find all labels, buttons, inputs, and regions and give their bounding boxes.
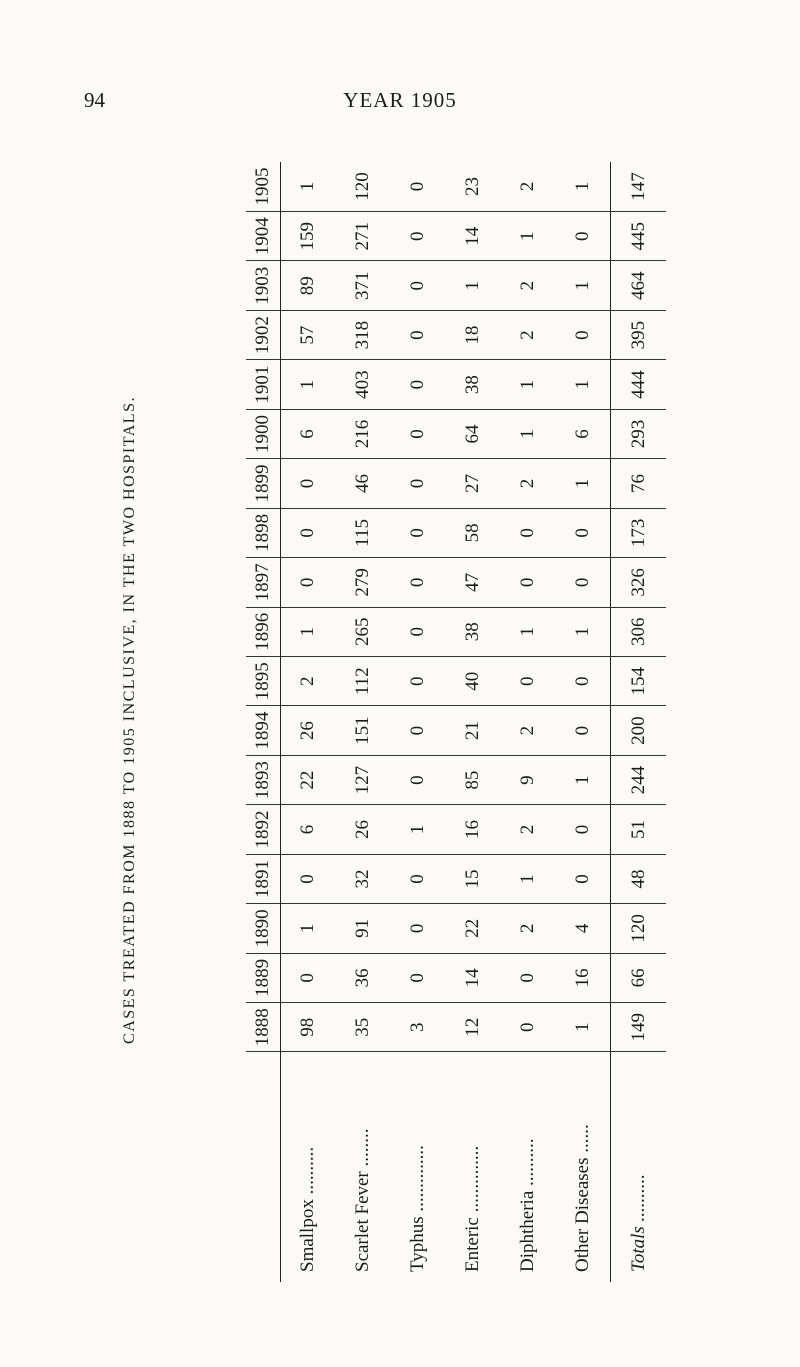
year-header: 1889 bbox=[246, 953, 281, 1002]
case-count-cell: 0 bbox=[281, 953, 336, 1002]
case-count-cell: 149 bbox=[611, 1003, 666, 1052]
year-header: 1888 bbox=[246, 1003, 281, 1052]
case-count-cell: 1 bbox=[555, 162, 610, 212]
year-header: 1892 bbox=[246, 805, 281, 854]
case-count-cell: 2 bbox=[500, 904, 555, 953]
case-count-cell: 1 bbox=[500, 607, 555, 656]
case-count-cell: 0 bbox=[500, 508, 555, 557]
case-count-cell: 91 bbox=[336, 904, 391, 953]
year-header: 1895 bbox=[246, 657, 281, 706]
case-count-cell: 14 bbox=[446, 212, 501, 261]
case-count-cell: 1 bbox=[281, 162, 336, 212]
year-header: 1904 bbox=[246, 212, 281, 261]
disease-row bbox=[446, 162, 501, 1282]
case-count-cell: 16 bbox=[446, 805, 501, 854]
case-count-cell: 0 bbox=[555, 212, 610, 261]
case-count-cell: 395 bbox=[611, 310, 666, 359]
case-count-cell: 1 bbox=[555, 755, 610, 804]
case-count-cell: 0 bbox=[500, 1003, 555, 1052]
case-count-cell: 47 bbox=[446, 558, 501, 607]
year-header: 1899 bbox=[246, 459, 281, 508]
case-count-cell: 14 bbox=[446, 953, 501, 1002]
case-count-cell: 51 bbox=[611, 805, 666, 854]
case-count-cell: 38 bbox=[446, 607, 501, 656]
year-header: 1894 bbox=[246, 706, 281, 755]
case-count-cell: 0 bbox=[281, 558, 336, 607]
case-count-cell: 115 bbox=[336, 508, 391, 557]
case-count-cell: 58 bbox=[446, 508, 501, 557]
case-count-cell: 1 bbox=[500, 212, 555, 261]
disease-row bbox=[555, 162, 610, 1282]
case-count-cell: 0 bbox=[555, 310, 610, 359]
case-count-cell: 0 bbox=[391, 409, 446, 458]
case-count-cell: 318 bbox=[336, 310, 391, 359]
case-count-cell: 2 bbox=[500, 459, 555, 508]
case-count-cell: 0 bbox=[281, 459, 336, 508]
row-label: Typhus .............. bbox=[407, 1145, 429, 1272]
case-count-cell: 0 bbox=[391, 310, 446, 359]
case-count-cell: 9 bbox=[500, 755, 555, 804]
year-header: 1901 bbox=[246, 360, 281, 409]
case-count-cell: 464 bbox=[611, 261, 666, 310]
case-count-cell: 445 bbox=[611, 212, 666, 261]
case-count-cell: 0 bbox=[500, 657, 555, 706]
case-count-cell: 0 bbox=[391, 212, 446, 261]
case-count-cell: 112 bbox=[336, 657, 391, 706]
case-count-cell: 21 bbox=[446, 706, 501, 755]
case-count-cell: 0 bbox=[555, 657, 610, 706]
case-count-cell: 1 bbox=[391, 805, 446, 854]
case-count-cell: 6 bbox=[281, 409, 336, 458]
running-head: YEAR 1905 bbox=[343, 88, 457, 112]
row-label: Other Diseases ...... bbox=[571, 1124, 593, 1272]
case-count-cell: 0 bbox=[391, 360, 446, 409]
disease-row bbox=[391, 162, 446, 1282]
case-count-cell: 173 bbox=[611, 508, 666, 557]
case-count-cell: 1 bbox=[281, 360, 336, 409]
case-count-cell: 306 bbox=[611, 607, 666, 656]
case-count-cell: 326 bbox=[611, 558, 666, 607]
cases-table-container bbox=[246, 162, 666, 1282]
case-count-cell: 271 bbox=[336, 212, 391, 261]
case-count-cell: 1 bbox=[500, 409, 555, 458]
case-count-cell: 66 bbox=[611, 953, 666, 1002]
case-count-cell: 22 bbox=[446, 904, 501, 953]
year-header: 1902 bbox=[246, 310, 281, 359]
case-count-cell: 3 bbox=[391, 1003, 446, 1052]
year-header: 1900 bbox=[246, 409, 281, 458]
case-count-cell: 64 bbox=[446, 409, 501, 458]
case-count-cell: 57 bbox=[281, 310, 336, 359]
case-count-cell: 0 bbox=[391, 508, 446, 557]
year-header: 1896 bbox=[246, 607, 281, 656]
totals-row bbox=[611, 162, 666, 1282]
case-count-cell: 36 bbox=[336, 953, 391, 1002]
case-count-cell: 151 bbox=[336, 706, 391, 755]
case-count-cell: 1 bbox=[555, 261, 610, 310]
case-count-cell: 1 bbox=[500, 854, 555, 903]
case-count-cell: 0 bbox=[391, 261, 446, 310]
case-count-cell: 154 bbox=[611, 657, 666, 706]
year-header: 1893 bbox=[246, 755, 281, 804]
case-count-cell: 244 bbox=[611, 755, 666, 804]
case-count-cell: 35 bbox=[336, 1003, 391, 1052]
case-count-cell: 0 bbox=[500, 558, 555, 607]
year-header: 1905 bbox=[246, 162, 281, 212]
case-count-cell: 15 bbox=[446, 854, 501, 903]
case-count-cell: 0 bbox=[500, 953, 555, 1002]
case-count-cell: 23 bbox=[446, 162, 501, 212]
case-count-cell: 0 bbox=[391, 607, 446, 656]
row-label: Scarlet Fever ........ bbox=[352, 1128, 374, 1272]
case-count-cell: 76 bbox=[611, 459, 666, 508]
page-number: 94 bbox=[84, 88, 105, 112]
case-count-cell: 216 bbox=[336, 409, 391, 458]
case-count-cell: 0 bbox=[391, 755, 446, 804]
year-header: 1903 bbox=[246, 261, 281, 310]
row-label: Diphtheria .......... bbox=[516, 1138, 538, 1272]
case-count-cell: 0 bbox=[391, 162, 446, 212]
case-count-cell: 265 bbox=[336, 607, 391, 656]
case-count-cell: 120 bbox=[611, 904, 666, 953]
case-count-cell: 85 bbox=[446, 755, 501, 804]
page-header bbox=[60, 88, 740, 122]
case-count-cell: 279 bbox=[336, 558, 391, 607]
case-count-cell: 98 bbox=[281, 1003, 336, 1052]
case-count-cell: 22 bbox=[281, 755, 336, 804]
case-count-cell: 2 bbox=[281, 657, 336, 706]
case-count-cell: 403 bbox=[336, 360, 391, 409]
case-count-cell: 2 bbox=[500, 706, 555, 755]
case-count-cell: 26 bbox=[281, 706, 336, 755]
case-count-cell: 2 bbox=[500, 261, 555, 310]
disease-row bbox=[500, 162, 555, 1282]
case-count-cell: 18 bbox=[446, 310, 501, 359]
case-count-cell: 0 bbox=[555, 558, 610, 607]
case-count-cell: 0 bbox=[555, 508, 610, 557]
disease-row bbox=[281, 162, 336, 1282]
cases-table bbox=[246, 162, 666, 1282]
case-count-cell: 2 bbox=[500, 162, 555, 212]
case-count-cell: 0 bbox=[391, 904, 446, 953]
case-count-cell: 40 bbox=[446, 657, 501, 706]
year-header-row bbox=[246, 162, 281, 1282]
case-count-cell: 1 bbox=[281, 607, 336, 656]
case-count-cell: 2 bbox=[500, 805, 555, 854]
case-count-cell: 2 bbox=[500, 310, 555, 359]
case-count-cell: 0 bbox=[281, 508, 336, 557]
case-count-cell: 120 bbox=[336, 162, 391, 212]
case-count-cell: 0 bbox=[391, 558, 446, 607]
case-count-cell: 293 bbox=[611, 409, 666, 458]
case-count-cell: 371 bbox=[336, 261, 391, 310]
case-count-cell: 6 bbox=[555, 409, 610, 458]
case-count-cell: 46 bbox=[336, 459, 391, 508]
case-count-cell: 12 bbox=[446, 1003, 501, 1052]
year-header: 1891 bbox=[246, 854, 281, 903]
case-count-cell: 16 bbox=[555, 953, 610, 1002]
row-label: Totals .......... bbox=[611, 1052, 666, 1282]
row-label: Smallpox .......... bbox=[297, 1146, 319, 1272]
case-count-cell: 1 bbox=[555, 360, 610, 409]
case-count-cell: 6 bbox=[281, 805, 336, 854]
year-header: 1897 bbox=[246, 558, 281, 607]
case-count-cell: 0 bbox=[555, 805, 610, 854]
row-label: Enteric .............. bbox=[461, 1145, 483, 1272]
case-count-cell: 0 bbox=[391, 657, 446, 706]
corner-cell bbox=[246, 1052, 281, 1282]
case-count-cell: 0 bbox=[281, 854, 336, 903]
case-count-cell: 1 bbox=[281, 904, 336, 953]
case-count-cell: 0 bbox=[391, 854, 446, 903]
case-count-cell: 48 bbox=[611, 854, 666, 903]
case-count-cell: 0 bbox=[391, 953, 446, 1002]
case-count-cell: 1 bbox=[555, 459, 610, 508]
case-count-cell: 444 bbox=[611, 360, 666, 409]
case-count-cell: 200 bbox=[611, 706, 666, 755]
case-count-cell: 1 bbox=[555, 607, 610, 656]
case-count-cell: 0 bbox=[555, 706, 610, 755]
case-count-cell: 1 bbox=[446, 261, 501, 310]
case-count-cell: 159 bbox=[281, 212, 336, 261]
case-count-cell: 1 bbox=[555, 1003, 610, 1052]
case-count-cell: 0 bbox=[391, 459, 446, 508]
case-count-cell: 0 bbox=[555, 854, 610, 903]
case-count-cell: 26 bbox=[336, 805, 391, 854]
case-count-cell: 0 bbox=[391, 706, 446, 755]
case-count-cell: 38 bbox=[446, 360, 501, 409]
case-count-cell: 32 bbox=[336, 854, 391, 903]
case-count-cell: 27 bbox=[446, 459, 501, 508]
year-header: 1898 bbox=[246, 508, 281, 557]
disease-row bbox=[336, 162, 391, 1282]
case-count-cell: 127 bbox=[336, 755, 391, 804]
year-header: 1890 bbox=[246, 904, 281, 953]
case-count-cell: 147 bbox=[611, 162, 666, 212]
case-count-cell: 4 bbox=[555, 904, 610, 953]
table-title: CASES TREATED FROM 1888 TO 1905 INCLUSIVE, IN THE TWO HOSPITALS. bbox=[121, 396, 138, 1044]
case-count-cell: 1 bbox=[500, 360, 555, 409]
case-count-cell: 89 bbox=[281, 261, 336, 310]
